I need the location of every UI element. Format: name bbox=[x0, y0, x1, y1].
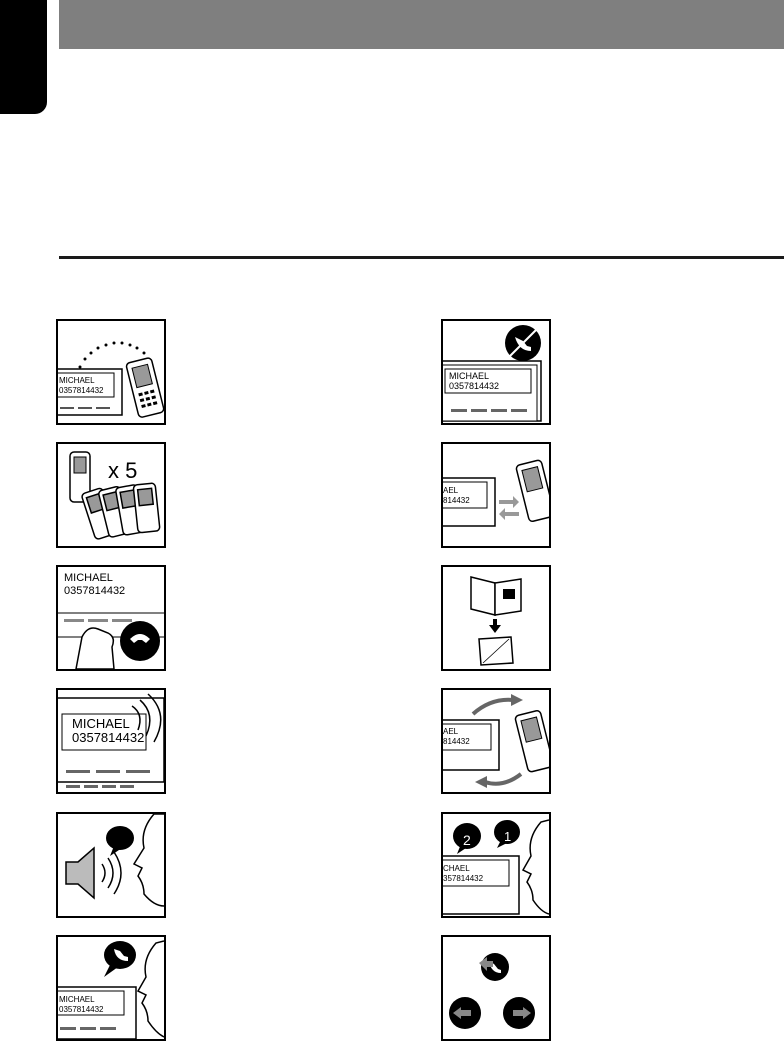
lcd-number: 0357814432 bbox=[72, 730, 145, 745]
tile-ringing-display bbox=[56, 688, 166, 794]
arrow-top-icon bbox=[473, 700, 513, 714]
lcd-name: MICHAEL bbox=[59, 376, 95, 385]
tile-incoming-call-answer bbox=[56, 565, 166, 671]
call-button-icon bbox=[120, 621, 160, 661]
lcd-number: 357814432 bbox=[443, 874, 484, 883]
section-header-bar bbox=[59, 0, 784, 49]
tile-call-switch bbox=[441, 688, 551, 794]
lcd-number: 0357814432 bbox=[59, 386, 104, 395]
lcd-number: 814432 bbox=[443, 496, 470, 505]
lcd-name: MICHAEL bbox=[64, 572, 113, 584]
lcd-number: 0357814432 bbox=[64, 585, 126, 597]
tile-hang-up bbox=[441, 319, 551, 425]
arrow-left-icon bbox=[499, 508, 519, 520]
call-1-badge: 1 bbox=[504, 829, 512, 844]
lcd-name: CHAEL bbox=[443, 864, 470, 873]
tile-phone-transfer bbox=[441, 442, 551, 548]
tile-voice-speaker bbox=[56, 812, 166, 918]
lcd-name: MICHAEL bbox=[449, 371, 490, 381]
phonebook-icon bbox=[503, 589, 515, 599]
call-2-badge: 2 bbox=[463, 832, 471, 848]
arrow-bottom-icon bbox=[485, 774, 521, 784]
tile-five-phones bbox=[56, 442, 166, 548]
tile-talk-to-unit bbox=[56, 935, 166, 1041]
tile-two-calls bbox=[441, 812, 551, 918]
lcd-number: 0357814432 bbox=[449, 381, 500, 391]
section-divider-rule bbox=[59, 256, 784, 259]
language-side-tab bbox=[0, 0, 47, 114]
speaker-icon bbox=[66, 848, 94, 898]
lcd-name: MICHAEL bbox=[59, 995, 95, 1004]
lcd-number: 0357814432 bbox=[59, 1005, 104, 1014]
phone-count-label: x 5 bbox=[108, 458, 138, 483]
lcd-name: MICHAEL bbox=[72, 716, 130, 731]
lcd-number: 814432 bbox=[443, 737, 470, 746]
arrow-right-icon bbox=[499, 496, 519, 508]
tile-call-forwarding bbox=[441, 935, 551, 1041]
pairing-illustration bbox=[58, 321, 164, 423]
tile-phonebook-transfer bbox=[441, 565, 551, 671]
tile-bluetooth-pairing bbox=[56, 319, 166, 425]
lcd-name: AEL bbox=[443, 486, 459, 495]
speech-bubble-icon bbox=[106, 826, 134, 850]
lcd-name: AEL bbox=[443, 727, 459, 736]
arrow-down-icon bbox=[489, 619, 501, 633]
